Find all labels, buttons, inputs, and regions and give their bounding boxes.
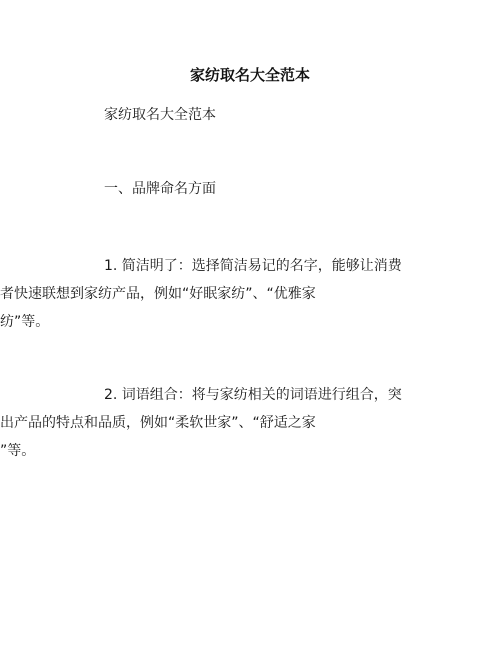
- paragraph-line: ”等。: [0, 443, 36, 459]
- paragraph-1: [0, 252, 434, 336]
- paragraph-line: 者快速联想到家纺产品，例如“好眠家纺”、“优雅家: [0, 286, 316, 302]
- section-heading: 一、品牌命名方面: [104, 181, 216, 197]
- paragraph-2: [0, 381, 434, 465]
- paragraph-line: 2. 词语组合：将与家纺相关的词语进行组合，突: [104, 387, 402, 403]
- paragraph-line: 纺”等。: [0, 314, 50, 330]
- paragraph-line: 1. 简洁明了：选择简洁易记的名字，能够让消费: [104, 258, 402, 274]
- document-subtitle: 家纺取名大全范本: [104, 107, 216, 123]
- paragraph-line: 出产品的特点和品质，例如“柔软世家”、“舒适之家: [0, 415, 316, 431]
- document-title: 家纺取名大全范本: [189, 66, 310, 84]
